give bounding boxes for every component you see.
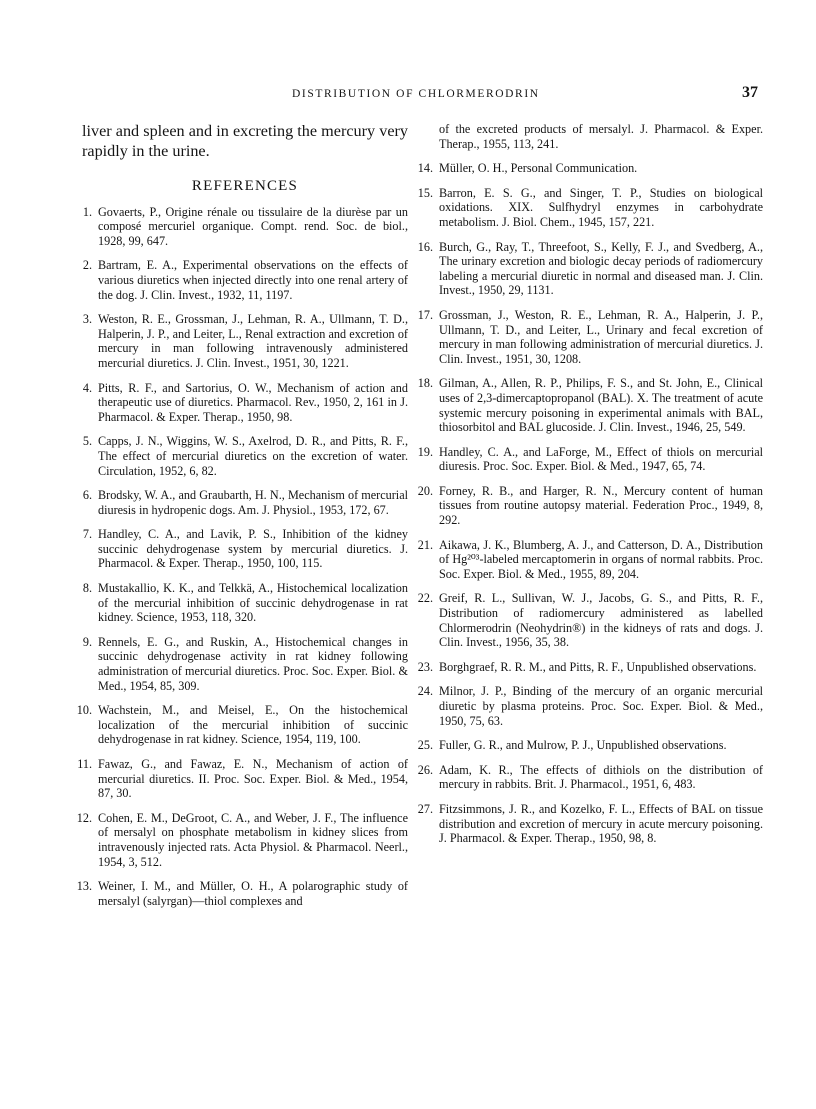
reference-text: Burch, G., Ray, T., Threefoot, S., Kelly, F. J., and Svedberg, A., The urinary excretion and biologic decay periods of radiomercury labeling a mercurial diuretic in normal and diseased man. J. Clin. Invest., 1950, 29, 1131. — [439, 239, 763, 298]
reference-text: Bartram, E. A., Experimental observations on the effects of various diuretics when injected directly into one renal artery of the dog. J. Clin. Invest., 1932, 11, 1197. — [98, 258, 408, 302]
reference-item — [77, 757, 408, 801]
reference-item — [417, 801, 763, 846]
reference-text: Aikawa, J. K., Blumberg, A. J., and Catterson, D. A., Distribution of Hg²⁰³-labeled mercaptomerin in organs of normal rabbits. Proc. Soc. Exper. Biol. & Med., 1955, 89, 204. — [439, 537, 763, 581]
reference-text: Müller, O. H., Personal Communication. — [439, 161, 638, 176]
reference-text: Fitzsimmons, J. R., and Kozelko, F. L., Effects of BAL on tissue distribution and excretion of mercury in acute mercury poisoning. J. Pharmacol. & Exper. Therap., 1950, 98, 8. — [439, 801, 763, 846]
reference-text: Weiner, I. M., and Müller, O. H., A polarographic study of mersalyl (salyrgan)—thiol complexes and — [98, 879, 408, 908]
reference-item — [417, 185, 763, 230]
reference-text: Fawaz, G., and Fawaz, E. N., Mechanism of action of mercurial diuretics. II. Proc. Soc. Exper. Biol. & Med., 1954, 87, 30. — [98, 757, 408, 801]
reference-number: 3. — [82, 312, 92, 327]
reference-number: 8. — [82, 581, 92, 596]
reference-item — [417, 307, 763, 366]
reference-number: 15. — [417, 185, 433, 200]
reference-number: 26. — [417, 762, 433, 777]
reference-text: Forney, R. B., and Harger, R. N., Mercury content of human tissues from routine autopsy material. Federation Proc., 1949, 8, 292. — [439, 483, 763, 528]
running-head — [0, 84, 816, 108]
left-column — [76, 122, 408, 918]
reference-item — [76, 879, 408, 908]
reference-number: 5. — [82, 434, 92, 449]
right-column — [417, 122, 763, 856]
reference-text: Rennels, E. G., and Ruskin, A., Histochemical changes in succinic dehydrogenase activity in rat kidney following administration of mercurial diuretics. Proc. Soc. Exper. Biol. & Med., 1954, 85, 309. — [98, 634, 408, 693]
reference-text: Brodsky, W. A., and Graubarth, H. N., Mechanism of mercurial diuresis in hydropenic dogs. Am. J. Physiol., 1953, 172, 67. — [98, 488, 408, 517]
reference-number: 14. — [417, 161, 433, 176]
reference-text: Borghgraef, R. R. M., and Pitts, R. F., Unpublished observations. — [439, 659, 757, 674]
reference-list-left — [76, 204, 408, 909]
reference-text: Wachstein, M., and Meisel, E., On the histochemical localization of the mercurial inhibition of succinic dehydrogenase in rat kidney. Science, 1954, 119, 100. — [98, 703, 408, 747]
reference-number: 20. — [417, 483, 433, 498]
reference-item — [82, 205, 408, 249]
reference-number: 23. — [417, 659, 433, 674]
reference-item — [82, 527, 408, 571]
reference-list-right — [417, 161, 763, 846]
reference-number: 25. — [417, 738, 433, 753]
reference-item — [76, 810, 408, 869]
reference-item — [82, 488, 408, 517]
reference-item — [417, 161, 763, 176]
reference-number: 21. — [417, 537, 433, 552]
reference-text: Adam, K. R., The effects of dithiols on the distribution of mercury in rabbits. Brit. J. Pharmacol., 1951, 6, 483. — [439, 762, 763, 792]
reference-text: Grossman, J., Weston, R. E., Lehman, R. A., Halperin, J. P., Ullmann, T. D., and Leiter, L., Urinary and fecal excretion of mercury in man following administration of mercurial diuretics. J. Clin. Invest., 1951, 30, 1208. — [439, 307, 763, 366]
reference-number: 7. — [82, 527, 92, 542]
reference-number: 17. — [417, 307, 433, 322]
reference-item — [82, 434, 408, 478]
reference-item — [417, 762, 763, 792]
reference-number: 6. — [82, 488, 92, 503]
reference-text: Mustakallio, K. K., and Telkkä, A., Histochemical localization of the mercurial inhibition of succinic dehydrogenase in rat kidney. Science, 1953, 118, 320. — [98, 581, 408, 625]
reference-number: 13. — [76, 879, 92, 894]
reference-number: 9. — [82, 634, 92, 649]
reference-item — [417, 483, 763, 528]
reference-text: Govaerts, P., Origine rénale ou tissulaire de la diurèse par un composé mercuriel organique. Compt. rend. Soc. de biol., 1928, 99, 647. — [98, 204, 408, 248]
reference-text: Fuller, G. R., and Mulrow, P. J., Unpublished observations. — [439, 738, 727, 753]
reference-item — [417, 444, 763, 474]
reference-number: 24. — [417, 684, 433, 699]
reference-text: Barron, E. S. G., and Singer, T. P., Studies on biological oxidations. XIX. Sulfhydryl enzymes in carbohydrate metabolism. J. Biol. Chem., 1945, 157, 221. — [439, 185, 763, 229]
page-number: 37 — [742, 84, 758, 101]
reference-item — [417, 537, 763, 582]
reference-text: Handley, C. A., and Lavik, P. S., Inhibition of the kidney succinic dehydrogenase system by mercurial diuretics. J. Pharmacol. & Exper. Therap., 1950, 100, 115. — [98, 527, 408, 571]
reference-item — [417, 591, 763, 650]
reference-text: Greif, R. L., Sullivan, W. J., Jacobs, G. S., and Pitts, R. F., Distribution of radiomercury administered as labelled Chlormerodrin (Neohydrin®) in the kidneys of rats and dogs. J. Clin. Invest., 1956, 35, 38. — [439, 591, 763, 650]
reference-number: 11. — [77, 757, 92, 771]
reference-number: 4. — [82, 380, 92, 395]
reference-item — [417, 376, 763, 435]
reference-item — [82, 581, 408, 625]
reference-item — [417, 239, 763, 298]
reference-number: 1. — [82, 204, 92, 219]
reference-text: Cohen, E. M., DeGroot, C. A., and Weber, J. F., The influence of mersalyl on phosphate metabolism in kidney slices from intravenously injected rats. Acta Physiol. & Pharmacol. Neerl., 1954, 3, 512. — [98, 810, 408, 869]
reference-text: Handley, C. A., and LaForge, M., Effect of thiols on mercurial diuresis. Proc. Soc. Exper. Biol. & Med., 1947, 65, 74. — [439, 444, 763, 474]
reference-number: 16. — [417, 239, 433, 254]
reference-text: Capps, J. N., Wiggins, W. S., Axelrod, D. R., and Pitts, R. F., The effect of mercurial diuretics on the excretion of water. Circulation, 1952, 6, 82. — [98, 434, 408, 478]
reference-13-continuation: of the excreted products of mersalyl. J. Pharmacol. & Exper. Therap., 1955, 113, 241. — [439, 122, 763, 151]
reference-text: Weston, R. E., Grossman, J., Lehman, R. A., Ullmann, T. D., Halperin, J. P., and Leiter, L., Renal extraction and excretion of mercury in man following intravenously administered mercurial diuretics. J. Clin. Invest., 1951, 30, 1221. — [98, 312, 408, 370]
reference-number: 22. — [417, 591, 433, 606]
reference-item — [82, 381, 408, 425]
reference-text: Pitts, R. F., and Sartorius, O. W., Mechanism of action and therapeutic use of diuretics. Pharmacol. Rev., 1950, 2, 161 in J. Pharmacol. & Exper. Therap., 1950, 98. — [98, 380, 408, 424]
reference-number: 18. — [417, 376, 433, 391]
reference-item — [76, 703, 408, 747]
references-heading: REFERENCES — [191, 178, 299, 194]
reference-number: 19. — [417, 444, 433, 459]
reference-item — [417, 684, 763, 728]
reference-text: Gilman, A., Allen, R. P., Philips, F. S., and St. John, E., Clinical uses of 2,3-dimercaptopropanol (BAL). X. The treatment of acute systemic mercury poisoning in experimental animals with BAL, thiosorbitol and BAL glucoside. J. Clin. Invest., 1946, 25, 549. — [439, 376, 763, 435]
reference-number: 12. — [76, 810, 92, 825]
reference-item — [417, 738, 763, 753]
reference-number: 2. — [82, 258, 92, 273]
reference-item — [82, 258, 408, 302]
closing-paragraph: liver and spleen and in excreting the mercury very rapidly in the urine. — [82, 122, 408, 160]
reference-item — [82, 312, 408, 370]
reference-text: Milnor, J. P., Binding of the mercury of an organic mercurial diuretic by plasma proteins. Proc. Soc. Exper. Biol. & Med., 1950, 75, 63. — [439, 684, 763, 728]
reference-item — [82, 635, 408, 693]
reference-item — [417, 659, 763, 675]
running-title: DISTRIBUTION OF CHLORMERODRIN — [292, 88, 540, 100]
reference-number: 27. — [417, 801, 433, 816]
reference-number: 10. — [76, 703, 92, 718]
